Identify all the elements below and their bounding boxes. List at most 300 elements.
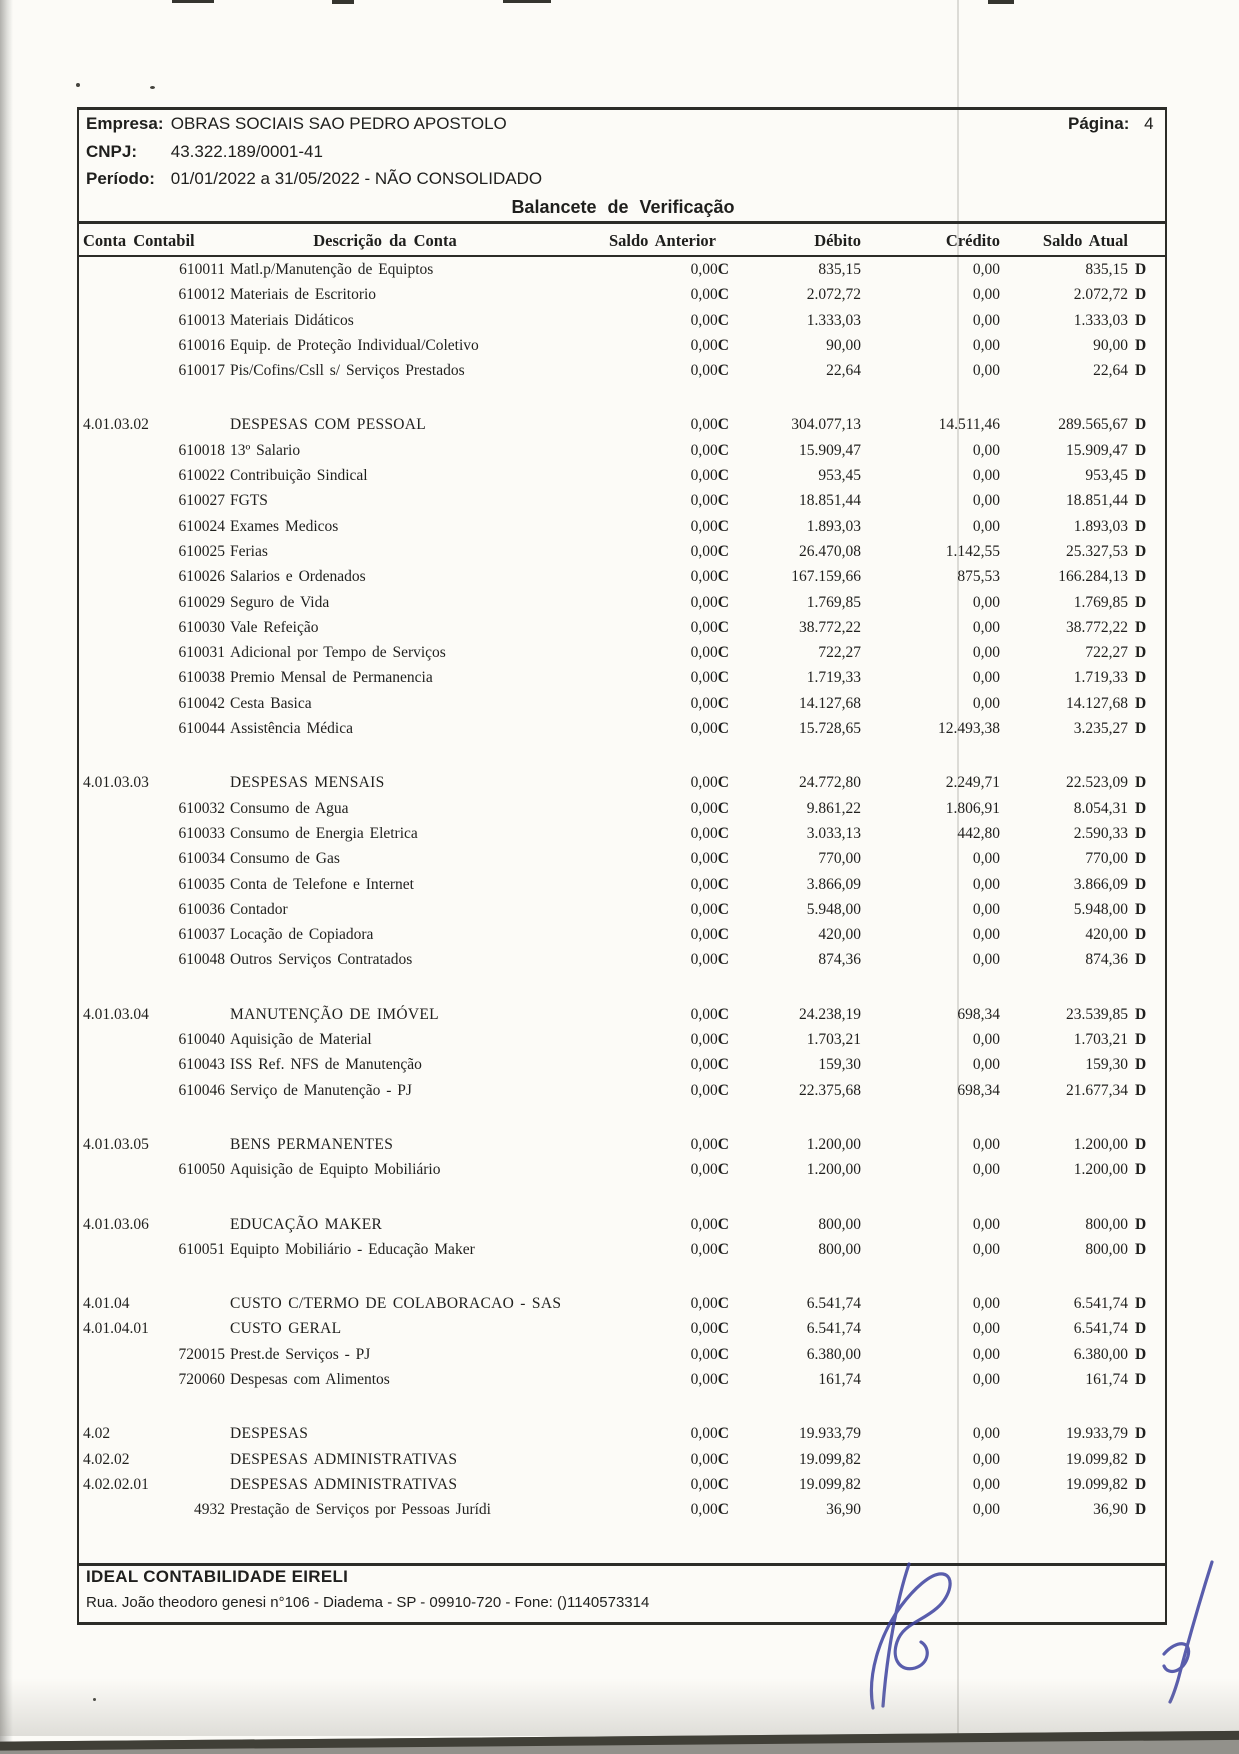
saldo-anterior-value: 0,00C — [690, 492, 729, 510]
company-value: OBRAS SOCIAIS SAO PEDRO APOSTOLO — [170, 114, 507, 133]
table-row — [78, 897, 1168, 922]
credit-indicator: C — [717, 694, 729, 712]
saldo-anterior-value: 0,00C — [690, 720, 729, 738]
account-code: 610051 — [178, 1240, 225, 1258]
saldo-anterior-value: 0,00C — [690, 467, 729, 485]
account-description: Vale Refeição — [230, 618, 319, 636]
account-description: Exames Medicos — [230, 517, 339, 535]
account-code: 720015 — [178, 1345, 225, 1363]
saldo-anterior-value: 0,00C — [690, 1320, 729, 1338]
debito-value: 1.719,33 — [806, 669, 861, 687]
saldo-anterior-value: 0,00C — [690, 1081, 729, 1099]
account-description: Matl.p/Manutenção de Equiptos — [230, 261, 434, 278]
saldo-atual-value: 874,36 — [1085, 951, 1128, 969]
saldo-atual-value: 6.541,74 — [1073, 1295, 1128, 1313]
credito-value: 1.806,91 — [945, 799, 1000, 817]
table-row — [78, 716, 1168, 741]
account-code: 610040 — [178, 1031, 225, 1049]
saldo-anterior-value: 0,00C — [690, 1475, 729, 1493]
col-header-saldo-atual: Saldo Atual — [1042, 231, 1128, 250]
table-row — [78, 333, 1168, 358]
cnpj-row — [86, 140, 323, 164]
credito-value: 0,00 — [972, 875, 1000, 893]
debit-indicator: D — [1135, 1240, 1147, 1258]
account-description: Aquisição de Equipto Mobiliário — [230, 1161, 441, 1179]
credito-value: 0,00 — [972, 926, 1000, 944]
account-code: 610043 — [178, 1056, 225, 1074]
saldo-atual-value: 770,00 — [1085, 850, 1128, 868]
col-header-conta: Conta Contabil — [83, 231, 195, 250]
account-code: 610037 — [178, 926, 225, 944]
credito-value: 0,00 — [972, 362, 1000, 380]
table-row-section — [78, 770, 1168, 795]
account-description: Prestação de Serviços por Pessoas Jurídi — [230, 1501, 491, 1519]
debito-value: 3.866,09 — [806, 875, 861, 893]
saldo-atual-value: 25.327,53 — [1066, 542, 1128, 560]
account-description: Outros Serviços Contratados — [230, 951, 413, 969]
table-row — [78, 1078, 1168, 1103]
credit-indicator: C — [717, 1056, 729, 1074]
saldo-anterior-value: 0,00C — [690, 568, 729, 586]
period-value: 01/01/2022 a 31/05/2022 - NÃO CONSOLIDADO — [170, 169, 543, 188]
table-row — [78, 308, 1168, 333]
account-description: DESPESAS ADMINISTRATIVAS — [230, 1450, 458, 1468]
table-gap — [78, 383, 1168, 412]
saldo-atual-value: 15.909,47 — [1066, 441, 1128, 459]
credito-value: 875,53 — [957, 568, 1000, 586]
saldo-atual-value: 1.769,85 — [1073, 593, 1128, 611]
account-code: 610030 — [178, 618, 225, 636]
credito-value: 0,00 — [972, 1475, 1000, 1493]
credito-value: 698,34 — [957, 1081, 1000, 1099]
debito-value: 167.159,66 — [791, 568, 861, 586]
scan-edge-left — [0, 0, 13, 1754]
credito-value: 1.142,55 — [945, 542, 1000, 560]
credito-value: 0,00 — [972, 441, 1000, 459]
credito-value: 0,00 — [972, 286, 1000, 304]
debit-indicator: D — [1135, 951, 1147, 969]
table-row — [78, 282, 1168, 307]
debito-value: 36,90 — [826, 1501, 861, 1519]
credit-indicator: C — [717, 799, 729, 817]
credit-indicator: C — [717, 1501, 729, 1519]
credit-indicator: C — [717, 618, 729, 636]
account-code: 610046 — [178, 1081, 225, 1099]
credit-indicator: C — [717, 875, 729, 893]
table-gap — [78, 741, 1168, 770]
table-row — [78, 488, 1168, 513]
saldo-anterior-value: 0,00C — [690, 669, 729, 687]
saldo-anterior-value: 0,00C — [690, 1425, 729, 1443]
credit-indicator: C — [717, 824, 729, 842]
table-row — [78, 615, 1168, 640]
col-header-saldo-anterior: Saldo Anterior — [608, 231, 716, 250]
account-code: 610011 — [179, 261, 225, 278]
debito-value: 18.851,44 — [799, 492, 861, 510]
saldo-atual-value: 166.284,13 — [1058, 568, 1128, 586]
table-row — [78, 1367, 1168, 1392]
credito-value: 0,00 — [972, 1450, 1000, 1468]
debit-indicator: D — [1135, 286, 1147, 304]
credit-indicator: C — [717, 1240, 729, 1258]
debit-indicator: D — [1135, 926, 1147, 944]
saldo-anterior-value: 0,00C — [690, 824, 729, 842]
saldo-anterior-value: 0,00C — [690, 1135, 729, 1153]
saldo-anterior-value: 0,00C — [690, 336, 729, 354]
saldo-anterior-value: 0,00C — [690, 850, 729, 868]
debito-value: 19.933,79 — [799, 1425, 861, 1443]
credit-indicator: C — [717, 1320, 729, 1338]
debito-value: 722,27 — [818, 644, 861, 662]
table-row — [78, 872, 1168, 897]
debito-value: 19.099,82 — [799, 1450, 861, 1468]
debito-value: 3.033,13 — [806, 824, 861, 842]
debit-indicator: D — [1135, 644, 1147, 662]
ink-speck — [76, 83, 80, 87]
credito-value: 0,00 — [972, 669, 1000, 687]
account-code: 610034 — [178, 850, 225, 868]
table-row — [78, 590, 1168, 615]
saldo-atual-value: 23.539,85 — [1066, 1005, 1128, 1023]
credit-indicator: C — [717, 850, 729, 868]
account-description: Serviço de Manutenção - PJ — [230, 1081, 412, 1099]
account-code: 4.01.03.04 — [83, 1005, 149, 1023]
account-description: Equip. de Proteção Individual/Coletivo — [230, 336, 479, 354]
credit-indicator: C — [717, 261, 729, 278]
account-description: BENS PERMANENTES — [230, 1135, 394, 1153]
debito-value: 159,30 — [818, 1056, 861, 1074]
credito-value: 0,00 — [972, 900, 1000, 918]
credit-indicator: C — [717, 1135, 729, 1153]
credit-indicator: C — [717, 492, 729, 510]
table-row — [78, 514, 1168, 539]
table-row-section — [78, 412, 1168, 437]
account-code: 610017 — [178, 362, 225, 380]
saldo-anterior-value: 0,00C — [690, 926, 729, 944]
table-row — [78, 1052, 1168, 1077]
account-code: 4932 — [194, 1501, 225, 1519]
table-row — [78, 821, 1168, 846]
debit-indicator: D — [1135, 1031, 1147, 1049]
account-description: Conta de Telefone e Internet — [230, 875, 414, 893]
account-code: 610038 — [178, 669, 225, 687]
account-description: 13º Salario — [230, 441, 301, 459]
ink-speck — [150, 86, 155, 89]
account-description: CUSTO GERAL — [230, 1320, 342, 1338]
credito-value: 0,00 — [972, 1501, 1000, 1519]
page-label: Página: — [1068, 114, 1130, 133]
account-code: 610048 — [178, 951, 225, 969]
saldo-atual-value: 1.719,33 — [1073, 669, 1128, 687]
debito-value: 9.861,22 — [806, 799, 861, 817]
debito-value: 835,15 — [818, 261, 861, 278]
table-row — [78, 640, 1168, 665]
debit-indicator: D — [1135, 441, 1147, 459]
credito-value: 0,00 — [972, 850, 1000, 868]
table-row — [78, 438, 1168, 463]
saldo-atual-value: 1.893,03 — [1073, 517, 1128, 535]
saldo-atual-value: 2.590,33 — [1073, 824, 1128, 842]
debito-value: 874,36 — [818, 951, 861, 969]
credit-indicator: C — [717, 1450, 729, 1468]
credito-value: 0,00 — [972, 1056, 1000, 1074]
debit-indicator: D — [1135, 1161, 1147, 1179]
saldo-anterior-value: 0,00C — [690, 542, 729, 560]
account-description: CUSTO C/TERMO DE COLABORACAO - SAS — [230, 1295, 562, 1313]
account-code: 4.02.02.01 — [83, 1475, 149, 1493]
debito-value: 1.769,85 — [806, 593, 861, 611]
debit-indicator: D — [1135, 1215, 1147, 1233]
account-code: 610027 — [178, 492, 225, 510]
saldo-atual-value: 3.866,09 — [1073, 875, 1128, 893]
debito-value: 15.909,47 — [799, 441, 861, 459]
col-header-credito: Crédito — [945, 231, 1000, 250]
credit-indicator: C — [717, 926, 729, 944]
saldo-anterior-value: 0,00C — [690, 1005, 729, 1023]
debit-indicator: D — [1135, 694, 1147, 712]
period-label: Período: — [86, 169, 155, 188]
table-row — [78, 257, 1168, 282]
credit-indicator: C — [717, 1425, 729, 1443]
debito-value: 14.127,68 — [799, 694, 861, 712]
table-body — [78, 257, 1168, 1522]
debito-value: 6.380,00 — [806, 1345, 861, 1363]
credito-value: 0,00 — [972, 467, 1000, 485]
debit-indicator: D — [1135, 1320, 1147, 1338]
debito-value: 1.200,00 — [806, 1161, 861, 1179]
table-row — [78, 922, 1168, 947]
credit-indicator: C — [717, 1295, 729, 1313]
credito-value: 0,00 — [972, 1031, 1000, 1049]
cnpj-label: CNPJ: — [86, 142, 138, 161]
credit-indicator: C — [717, 1081, 729, 1099]
table-row — [78, 564, 1168, 589]
account-description: Adicional por Tempo de Serviços — [230, 644, 446, 662]
table-row — [78, 796, 1168, 821]
debit-indicator: D — [1135, 517, 1147, 535]
account-description: Ferias — [230, 542, 268, 560]
footer-box-top-border — [77, 1563, 1167, 1566]
credit-indicator: C — [717, 593, 729, 611]
saldo-anterior-value: 0,00C — [690, 799, 729, 817]
footer-company: IDEAL CONTABILIDADE EIRELI — [86, 1567, 349, 1586]
debit-indicator: D — [1135, 261, 1147, 278]
footer-box-bottom-border — [77, 1622, 1167, 1625]
account-description: Consumo de Gas — [230, 850, 340, 868]
credit-indicator: C — [717, 951, 729, 969]
company-row — [86, 112, 507, 136]
credito-value: 0,00 — [972, 1161, 1000, 1179]
debit-indicator: D — [1135, 593, 1147, 611]
account-code: 610016 — [178, 336, 225, 354]
table-row — [78, 846, 1168, 871]
saldo-atual-value: 2.072,72 — [1073, 286, 1128, 304]
debit-indicator: D — [1135, 1345, 1147, 1363]
saldo-atual-value: 1.200,00 — [1073, 1161, 1128, 1179]
saldo-atual-value: 5.948,00 — [1073, 900, 1128, 918]
saldo-atual-value: 18.851,44 — [1066, 492, 1128, 510]
credito-value: 0,00 — [972, 336, 1000, 354]
table-row-section — [78, 1421, 1168, 1446]
saldo-anterior-value: 0,00C — [690, 1450, 729, 1468]
debito-value: 15.728,65 — [799, 720, 861, 738]
debit-indicator: D — [1135, 799, 1147, 817]
saldo-atual-value: 1.200,00 — [1073, 1135, 1128, 1153]
account-code: 4.01.03.02 — [83, 416, 149, 434]
saldo-anterior-value: 0,00C — [690, 311, 729, 329]
page-bottom-smudge — [0, 1678, 1239, 1736]
debit-indicator: D — [1135, 1370, 1147, 1388]
account-code: 610029 — [178, 593, 225, 611]
debito-value: 22,64 — [826, 362, 861, 380]
debit-indicator: D — [1135, 362, 1147, 380]
saldo-anterior-value: 0,00C — [690, 517, 729, 535]
table-gap — [78, 1103, 1168, 1132]
debit-indicator: D — [1135, 1056, 1147, 1074]
account-code: 4.01.04 — [83, 1295, 130, 1313]
account-description: DESPESAS COM PESSOAL — [230, 416, 427, 434]
debito-value: 800,00 — [818, 1215, 861, 1233]
debit-indicator: D — [1135, 1135, 1147, 1153]
credit-indicator: C — [717, 467, 729, 485]
credito-value: 14.511,46 — [938, 416, 1000, 434]
debit-indicator: D — [1135, 875, 1147, 893]
account-description: DESPESAS MENSAIS — [230, 774, 385, 792]
debito-value: 6.541,74 — [806, 1320, 861, 1338]
table-row-section — [78, 1132, 1168, 1157]
table-row-section — [78, 1447, 1168, 1472]
account-description: Materiais de Escritorio — [230, 286, 377, 304]
debit-indicator: D — [1135, 1425, 1147, 1443]
account-code: 4.02 — [83, 1425, 111, 1443]
table-row — [78, 665, 1168, 690]
credit-indicator: C — [717, 336, 729, 354]
account-code: 720060 — [178, 1370, 225, 1388]
saldo-anterior-value: 0,00C — [690, 1370, 729, 1388]
table-row-section — [78, 1472, 1168, 1497]
debito-value: 420,00 — [818, 926, 861, 944]
table-row-section — [78, 1316, 1168, 1341]
debit-indicator: D — [1135, 1081, 1147, 1099]
account-description: EDUCAÇÃO MAKER — [230, 1215, 383, 1233]
account-code: 610025 — [178, 542, 225, 560]
saldo-anterior-value: 0,00C — [690, 951, 729, 969]
debito-value: 1.703,21 — [806, 1031, 861, 1049]
table-row-section — [78, 1212, 1168, 1237]
account-code: 4.01.03.06 — [83, 1215, 149, 1233]
debit-indicator: D — [1135, 568, 1147, 586]
credito-value: 0,00 — [972, 618, 1000, 636]
debit-indicator: D — [1135, 1005, 1147, 1023]
debito-value: 1.893,03 — [806, 517, 861, 535]
credito-value: 0,00 — [972, 492, 1000, 510]
debit-indicator: D — [1135, 824, 1147, 842]
col-header-debito: Débito — [814, 231, 861, 250]
saldo-anterior-value: 0,00C — [690, 1501, 729, 1519]
saldo-anterior-value: 0,00C — [690, 416, 729, 434]
saldo-atual-value: 22.523,09 — [1066, 774, 1128, 792]
credito-value: 0,00 — [972, 951, 1000, 969]
saldo-anterior-value: 0,00C — [690, 1161, 729, 1179]
table-row-section — [78, 1002, 1168, 1027]
saldo-atual-value: 1.333,03 — [1073, 311, 1128, 329]
debito-value: 22.375,68 — [799, 1081, 861, 1099]
credit-indicator: C — [717, 416, 729, 434]
saldo-atual-value: 1.703,21 — [1073, 1031, 1128, 1049]
debit-indicator: D — [1135, 774, 1147, 792]
saldo-atual-value: 159,30 — [1085, 1056, 1128, 1074]
credit-indicator: C — [717, 1161, 729, 1179]
table-gap — [78, 1183, 1168, 1212]
saldo-atual-value: 38.772,22 — [1066, 618, 1128, 636]
company-label: Empresa: — [86, 114, 164, 133]
saldo-atual-value: 21.677,34 — [1066, 1081, 1128, 1099]
header-box-top-border — [77, 107, 1167, 110]
table-row — [78, 1157, 1168, 1182]
saldo-anterior-value: 0,00C — [690, 774, 729, 792]
account-description: Contador — [230, 900, 288, 918]
debit-indicator: D — [1135, 416, 1147, 434]
col-header-descricao: Descrição da Conta — [313, 231, 457, 250]
credito-value: 0,00 — [972, 593, 1000, 611]
credit-indicator: C — [717, 1475, 729, 1493]
debito-value: 26.470,08 — [799, 542, 861, 560]
debit-indicator: D — [1135, 669, 1147, 687]
table-row — [78, 1497, 1168, 1522]
table-gap — [78, 973, 1168, 1002]
credito-value: 0,00 — [972, 1320, 1000, 1338]
saldo-atual-value: 19.099,82 — [1066, 1475, 1128, 1493]
credit-indicator: C — [717, 669, 729, 687]
saldo-anterior-value: 0,00C — [690, 694, 729, 712]
account-description: Locação de Copiadora — [230, 926, 374, 944]
account-description: Pis/Cofins/Csll s/ Serviços Prestados — [230, 362, 465, 380]
table-gap — [78, 1392, 1168, 1421]
debito-value: 161,74 — [818, 1370, 861, 1388]
debito-value: 1.333,03 — [806, 311, 861, 329]
account-description: Consumo de Energia Eletrica — [230, 824, 418, 842]
table-row — [78, 691, 1168, 716]
scan-mark — [332, 0, 354, 4]
debit-indicator: D — [1135, 1475, 1147, 1493]
cnpj-value: 43.322.189/0001-41 — [170, 142, 323, 161]
credit-indicator: C — [717, 900, 729, 918]
credit-indicator: C — [717, 720, 729, 738]
debit-indicator: D — [1135, 467, 1147, 485]
table-column-headers — [78, 226, 1168, 255]
debito-value: 304.077,13 — [791, 416, 861, 434]
table-row — [78, 463, 1168, 488]
saldo-anterior-value: 0,00C — [690, 593, 729, 611]
debito-value: 24.238,19 — [799, 1005, 861, 1023]
account-code: 4.01.04.01 — [83, 1320, 149, 1338]
account-code: 610031 — [178, 644, 225, 662]
credit-indicator: C — [717, 1215, 729, 1233]
page-number: 4 — [1144, 114, 1154, 133]
debit-indicator: D — [1135, 850, 1147, 868]
credito-value: 0,00 — [972, 311, 1000, 329]
table-row-section — [78, 1291, 1168, 1316]
account-description: Materiais Didáticos — [230, 311, 354, 329]
credito-value: 0,00 — [972, 694, 1000, 712]
debit-indicator: D — [1135, 336, 1147, 354]
account-description: Aquisição de Material — [230, 1031, 372, 1049]
saldo-atual-value: 722,27 — [1085, 644, 1128, 662]
account-description: DESPESAS ADMINISTRATIVAS — [230, 1475, 458, 1493]
debito-value: 770,00 — [818, 850, 861, 868]
credit-indicator: C — [717, 1005, 729, 1023]
credito-value: 0,00 — [972, 1240, 1000, 1258]
